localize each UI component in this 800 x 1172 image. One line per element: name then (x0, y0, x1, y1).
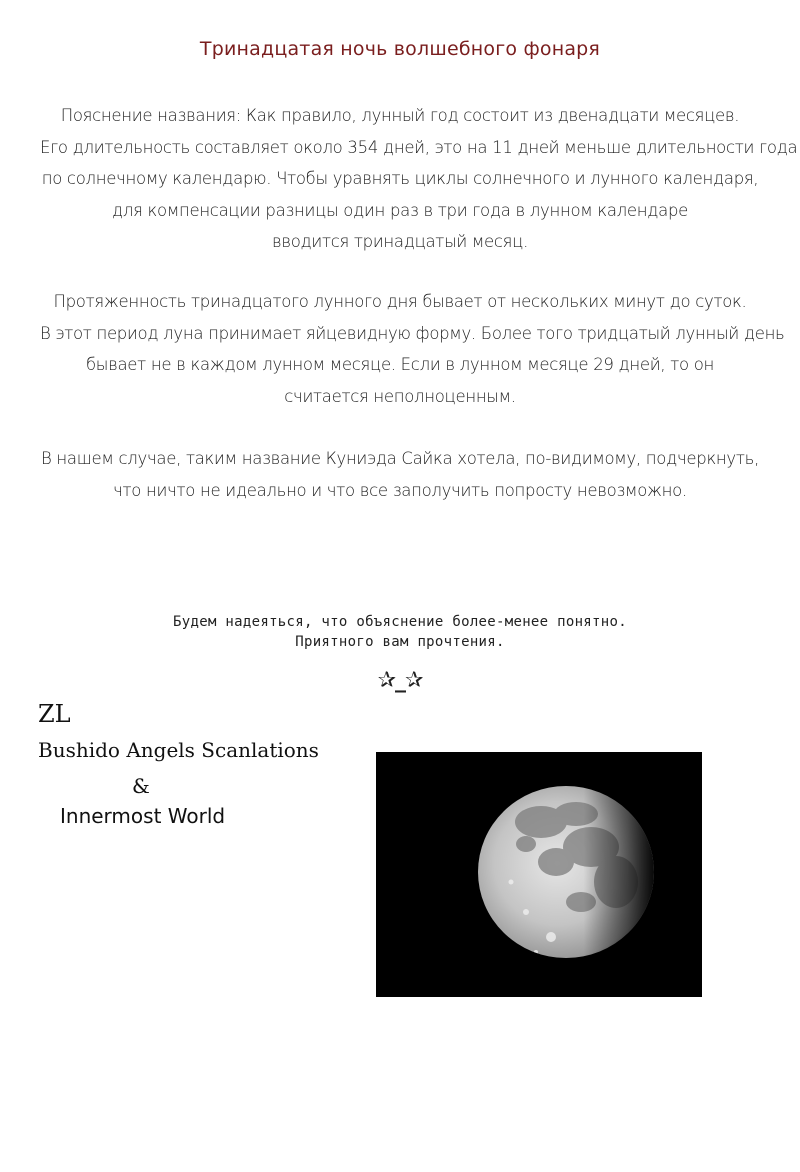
paragraph-line: бывает не в каждом лунном месяце. Если в лунном месяце 29 дней, то он (86, 355, 714, 374)
paragraph-line: Протяженность тринадцатого лунного дня бывает от нескольких минут до суток. (53, 292, 747, 311)
closing-note (0, 612, 800, 652)
paragraph-line: считается неполноценным. (284, 386, 516, 406)
moon-icon (376, 752, 702, 997)
paragraph-meaning (40, 443, 760, 506)
closing-line-hope: Будем надеяться, что объяснение более-менее понятно. (173, 614, 627, 630)
credit-zl: ZL (38, 700, 71, 728)
paragraph-lunar-day (40, 286, 785, 412)
paragraph-line: что ничто не идеально и что все заполучить попросту невозможно. (113, 480, 687, 500)
credit-bushido-angels: Bushido Angels Scanlations (38, 738, 319, 762)
paragraph-line: Пояснение названия: Как правило, лунный год состоит из двенадцати месяцев. (60, 106, 740, 125)
emoticon: ✰_✰ (377, 668, 423, 693)
page-title: Тринадцатая ночь волшебного фонаря (199, 38, 601, 60)
paragraph-line: вводится тринадцатый месяц. (271, 232, 529, 251)
credit-ampersand: & (132, 774, 150, 798)
paragraph-title-explanation (40, 100, 798, 258)
credit-innermost-world: Innermost World (60, 804, 226, 828)
paragraph-line: Его длительность составляет около 354 дней, это на 11 дней меньше длительности года (40, 137, 798, 157)
paragraph-line: для компенсации разницы один раз в три года в лунном календаре (112, 200, 688, 220)
closing-line-enjoy: Приятного вам прочтения. (295, 634, 505, 650)
moon-photo (376, 752, 702, 997)
paragraph-line: по солнечному календарю. Чтобы уравнять циклы солнечного и лунного календаря, (41, 169, 759, 188)
paragraph-line: В нашем случае, таким название Куниэда Сайка хотела, по-видимому, подчеркнуть, (40, 449, 760, 468)
paragraph-line: В этот период луна принимает яйцевидную форму. Более того тридцатый лунный день (40, 323, 785, 343)
